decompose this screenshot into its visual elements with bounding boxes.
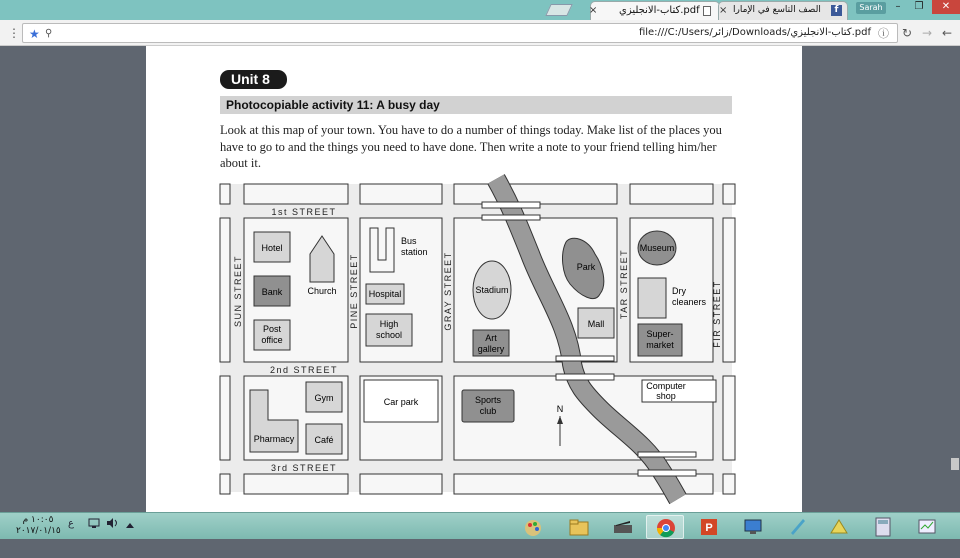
tray-expand-icon[interactable] <box>126 521 134 530</box>
park-label: Park <box>576 262 596 272</box>
close-window-button[interactable]: ✕ <box>932 0 960 14</box>
new-tab-button[interactable] <box>545 4 573 16</box>
bridge <box>482 215 540 220</box>
pdf-page <box>146 46 802 512</box>
bridge <box>638 452 696 457</box>
menu-icon[interactable]: ⋮ <box>8 26 20 40</box>
bridge <box>638 470 696 476</box>
notes-icon <box>787 517 807 537</box>
street-label-sun: SUN STREET <box>233 254 243 328</box>
taskbar-task-manager-app[interactable] <box>908 515 946 539</box>
minimize-button[interactable]: – <box>895 1 901 12</box>
vertical-scrollbar[interactable] <box>950 92 960 558</box>
forward-icon[interactable]: → <box>922 26 933 40</box>
scanner-icon <box>613 517 633 537</box>
taskbar-notes-app[interactable] <box>778 515 816 539</box>
map-block <box>220 376 230 460</box>
high-school-label-1: High <box>379 319 399 329</box>
browser-title-bar <box>0 0 960 20</box>
bridge <box>556 374 614 380</box>
windows-taskbar <box>0 512 960 539</box>
tab-pdf[interactable] <box>590 1 720 20</box>
car-park-label: Car park <box>383 397 419 407</box>
info-icon[interactable]: ⓘ <box>878 27 889 40</box>
town-map <box>220 184 732 492</box>
taskbar-calculator-app[interactable] <box>864 515 902 539</box>
dry-cleaners-label-1: Dry <box>672 286 686 296</box>
gym-label: Gym <box>314 393 334 403</box>
map-block <box>723 218 735 362</box>
high-school-label-2: school <box>375 330 403 340</box>
bridge <box>482 202 540 208</box>
street-label-first: 1st STREET <box>271 207 337 217</box>
browser-toolbar <box>0 20 960 46</box>
church-label: Church <box>307 286 337 296</box>
network-icon[interactable] <box>88 518 100 531</box>
map-block <box>630 184 713 204</box>
facebook-icon: f <box>831 5 842 16</box>
clock-time[interactable]: ١٠:٠٥ م <box>22 515 54 525</box>
pdf-file-icon <box>703 6 711 16</box>
slides-icon <box>829 517 849 537</box>
profile-button[interactable]: Sarah <box>856 2 886 14</box>
map-block <box>360 474 442 494</box>
supermarket-label-1: Super- <box>646 329 674 339</box>
street-label-pine: PINE STREET <box>349 253 359 329</box>
hospital-label: Hospital <box>368 289 402 299</box>
map-block <box>723 474 735 494</box>
svg-text:P: P <box>705 522 713 534</box>
chrome-icon <box>656 518 676 538</box>
powerpoint-icon <box>699 517 719 537</box>
street-label-third: 3rd STREET <box>270 463 338 473</box>
unit-badge: Unit 8 <box>220 70 287 89</box>
zoom-icon[interactable]: ⚲ <box>45 28 53 39</box>
taskbar-paint-app[interactable] <box>514 515 552 539</box>
street-label-gray: GRAY STREET <box>443 251 453 331</box>
art-gallery-label-2: gallery <box>477 344 505 354</box>
scroll-thumb[interactable] <box>951 458 959 470</box>
taskbar-scanner-app[interactable] <box>604 515 642 539</box>
stadium-label: Stadium <box>475 285 509 295</box>
bridge <box>556 356 614 361</box>
map-block <box>723 184 735 204</box>
post-office-label-1: Post <box>262 324 282 334</box>
north-label: N <box>556 404 564 414</box>
supermarket-label-2: market <box>646 340 674 350</box>
pdf-viewer <box>0 46 960 512</box>
map-block <box>244 474 348 494</box>
street-label-second: 2nd STREET <box>269 365 339 375</box>
hotel-label: Hotel <box>261 243 283 253</box>
folder-icon <box>569 517 589 537</box>
bookmark-star-icon[interactable]: ★ <box>29 27 40 41</box>
taskbar-remote-desktop-app[interactable] <box>734 515 772 539</box>
sports-club-label-1: Sports <box>474 395 502 405</box>
back-icon[interactable]: ← <box>942 26 953 40</box>
map-block <box>454 184 617 204</box>
street-label-fir: FIR STREET <box>712 280 722 348</box>
clock-date[interactable]: ٢٠١٧/٠١/١٥ <box>16 526 61 536</box>
dry-cleaners-label-2: cleaners <box>672 297 707 307</box>
taskbar-explorer-app[interactable] <box>560 515 598 539</box>
mall-label: Mall <box>587 319 605 329</box>
sports-club-label-2: club <box>479 406 497 416</box>
reload-icon[interactable]: ↻ <box>902 26 913 40</box>
cafe-label: Café <box>314 435 334 445</box>
pharmacy-label: Pharmacy <box>253 434 295 444</box>
map-block <box>723 376 735 460</box>
computer-shop-label-1: Computer <box>646 381 686 391</box>
bus-station-label-1: Bus <box>401 236 417 246</box>
restore-button[interactable]: ❐ <box>914 1 924 12</box>
map-block <box>220 474 230 494</box>
museum-label: Museum <box>639 243 675 253</box>
instructions-text: Look at this map of your town. You have to do a number of things today. Make list of the places you have to go to and the things you need to have done. Then write a note to your friend telling him/her about it. <box>220 123 722 170</box>
calculator-icon <box>873 517 893 537</box>
bank-label: Bank <box>261 287 283 297</box>
tab-close-icon[interactable]: × <box>589 5 598 16</box>
paint-icon <box>523 517 543 537</box>
address-bar[interactable] <box>22 23 898 43</box>
activity-title: Photocopiable activity 11: A busy day <box>220 96 732 114</box>
taskbar-chrome-app[interactable] <box>646 515 684 539</box>
map-block <box>220 184 230 204</box>
map-block <box>220 218 230 362</box>
tab-close-icon[interactable]: × <box>719 5 728 16</box>
post-office-label-2: office <box>261 335 283 345</box>
dry-cleaners-building <box>638 278 666 318</box>
tab-title: الصف التاسع في الإمارا <box>733 5 821 15</box>
task-manager-icon <box>917 517 937 537</box>
street-label-tar: TAR STREET <box>619 248 629 320</box>
tab-title: كتاب-الانجليزي.pdf <box>619 5 700 16</box>
bus-station-label-2: station <box>401 247 428 257</box>
monitor-icon <box>743 517 763 537</box>
volume-icon[interactable] <box>106 518 118 531</box>
computer-shop-label-2: shop <box>656 391 676 401</box>
map-block <box>360 184 442 204</box>
tab-facebook[interactable] <box>718 1 848 20</box>
art-gallery-label-1: Art <box>485 333 497 343</box>
map-block <box>244 184 348 204</box>
taskbar-powerpoint-app[interactable] <box>690 515 728 539</box>
taskbar-slides-app[interactable] <box>820 515 858 539</box>
language-indicator[interactable]: ع <box>68 518 74 529</box>
url-text[interactable]: file:///C:/Users/زائر/Downloads/كتاب-الانجليزي.pdf <box>638 27 871 38</box>
